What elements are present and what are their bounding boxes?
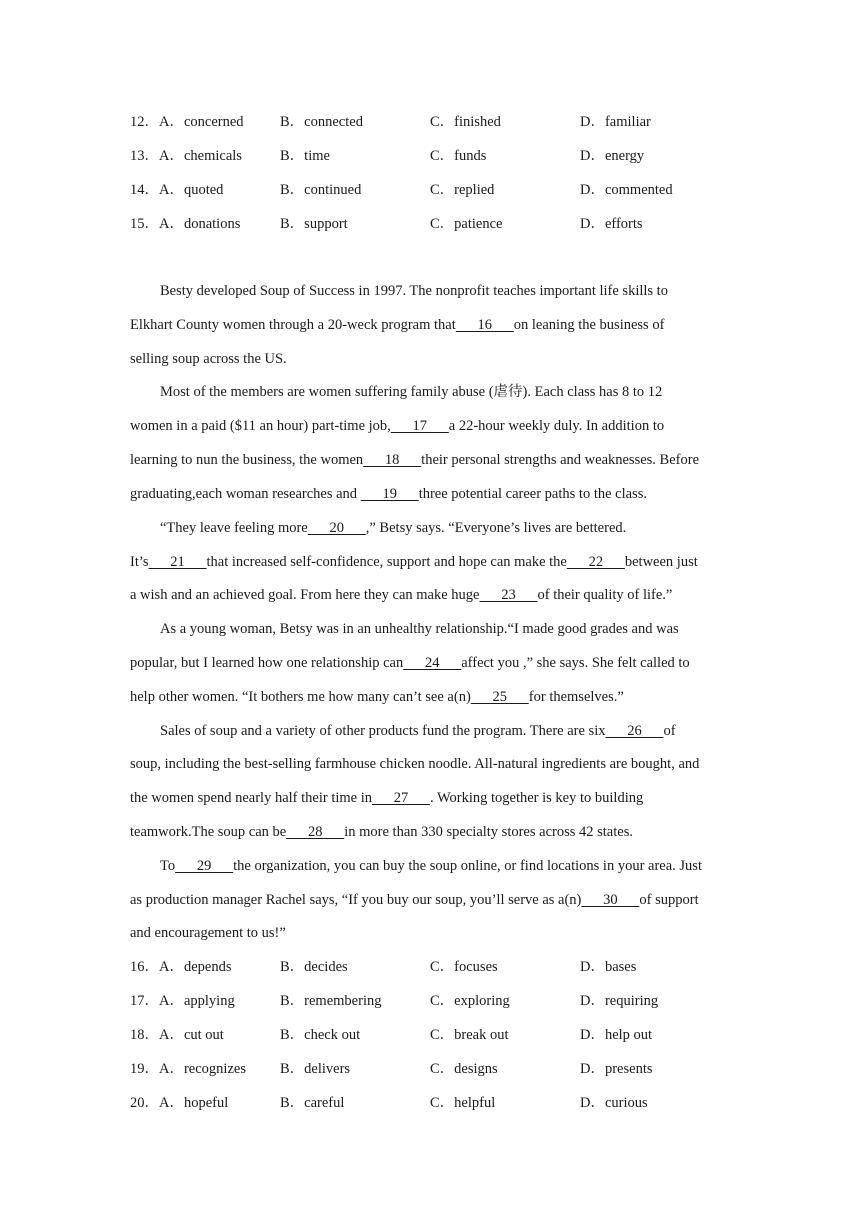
question-16-options [130, 955, 770, 979]
option-a: A．applying [159, 993, 235, 1009]
passage-text: Elkhart County women through a 20-weck program that [130, 317, 456, 333]
passage-line [130, 414, 664, 438]
question-number: 20． [130, 1095, 159, 1111]
question-17-options [130, 989, 770, 1013]
question-13-options [130, 144, 770, 168]
option-d: D．energy [580, 148, 645, 164]
passage-line [130, 820, 633, 844]
passage-line [160, 279, 668, 303]
passage-text: the organization, you can buy the soup online, or find locations in your area. Just [233, 858, 702, 874]
passage-text: affect you ,” she says. She felt called to [461, 655, 690, 671]
passage-text: of support [639, 892, 699, 908]
question-number: 19． [130, 1061, 159, 1077]
passage-line [130, 583, 672, 607]
question-18-options [130, 1023, 770, 1047]
option-a: A．depends [159, 959, 232, 975]
passage-line [130, 888, 699, 912]
blank-20: 20 [307, 520, 366, 536]
passage-line [130, 752, 699, 776]
option-b: B．check out [280, 1027, 361, 1043]
blank-17: 17 [390, 418, 449, 434]
passage-line [160, 617, 679, 641]
passage-text: teamwork.The soup can be [130, 824, 287, 840]
option-a: A．hopeful [159, 1095, 229, 1111]
option-a: A．cut out [159, 1027, 224, 1043]
passage-text: three potential career paths to the class. [418, 486, 647, 502]
passage-text: Most of the members are women suffering family abuse (虐待). Each class has 8 to 12 [160, 384, 663, 400]
option-d: D．presents [580, 1061, 653, 1077]
option-c: C．focuses [430, 959, 498, 975]
passage-text: popular, but I learned how one relationship can [130, 655, 404, 671]
question-12-options [130, 110, 770, 134]
passage-line [130, 448, 699, 472]
passage-text: . Working together is key to building [430, 790, 644, 806]
question-number: 12． [130, 114, 159, 130]
option-d: D．familiar [580, 114, 651, 130]
question-number: 15． [130, 216, 159, 232]
passage-text: of [663, 723, 676, 739]
blank-24: 24 [403, 655, 462, 671]
passage-text: help other women. “It bothers me how many can’t see a(n) [130, 689, 471, 705]
option-d: D．commented [580, 182, 673, 198]
blank-21: 21 [148, 554, 207, 570]
passage-line [130, 651, 690, 675]
passage-text: a 22-hour weekly duly. In addition to [448, 418, 665, 434]
option-b: B．support [280, 216, 348, 232]
option-a: A．recognizes [159, 1061, 246, 1077]
passage-line [130, 786, 643, 810]
blank-18: 18 [363, 452, 422, 468]
passage-text: It’s [130, 554, 149, 570]
passage-text: and encouragement to us!” [130, 925, 286, 941]
blank-19: 19 [360, 486, 419, 502]
option-b: B．remembering [280, 993, 382, 1009]
option-c: C．patience [430, 216, 503, 232]
passage-text: on leaning the business of [513, 317, 665, 333]
option-d: D．help out [580, 1027, 653, 1043]
option-d: D．requiring [580, 993, 659, 1009]
passage-text: in more than 330 specialty stores across 42 states. [344, 824, 633, 840]
question-15-options [130, 212, 770, 236]
blank-30: 30 [581, 892, 640, 908]
option-b: B．delivers [280, 1061, 351, 1077]
option-c: C．exploring [430, 993, 510, 1009]
option-c: C．replied [430, 182, 495, 198]
option-b: B．continued [280, 182, 362, 198]
option-a: A．donations [159, 216, 241, 232]
option-d: D．efforts [580, 216, 643, 232]
passage-text: learning to nun the business, the women [130, 452, 364, 468]
passage-line [130, 347, 287, 371]
question-number: 13． [130, 148, 159, 164]
option-b: B．decides [280, 959, 348, 975]
option-b: B．connected [280, 114, 363, 130]
passage-text: women in a paid ($11 an hour) part-time job, [130, 418, 391, 434]
passage-text: between just [624, 554, 698, 570]
option-a: A．quoted [159, 182, 224, 198]
passage-text: Sales of soup and a variety of other products fund the program. There are six [160, 723, 606, 739]
question-number: 16． [130, 959, 159, 975]
blank-28: 28 [286, 824, 345, 840]
blank-29: 29 [175, 858, 234, 874]
passage-line [160, 516, 626, 540]
blank-22: 22 [566, 554, 625, 570]
blank-26: 26 [605, 723, 664, 739]
option-b: B．time [280, 148, 330, 164]
passage-text: Besty developed Soup of Success in 1997. The nonprofit teaches important life skills to [160, 283, 668, 299]
passage-line [130, 550, 698, 574]
passage-line [130, 921, 286, 945]
passage-text: a wish and an achieved goal. From here they can make huge [130, 587, 480, 603]
passage-text: “They leave feeling more [160, 520, 308, 536]
blank-25: 25 [470, 689, 529, 705]
passage-line [130, 313, 664, 337]
passage-text: the women spend nearly half their time in [130, 790, 372, 806]
passage-line [160, 380, 662, 404]
option-c: C．finished [430, 114, 501, 130]
option-b: B．careful [280, 1095, 345, 1111]
option-c: C．funds [430, 148, 487, 164]
passage-text: for themselves.” [528, 689, 624, 705]
question-20-options [130, 1091, 770, 1115]
option-c: C．designs [430, 1061, 498, 1077]
question-number: 14． [130, 182, 159, 198]
passage-text: selling soup across the US. [130, 351, 287, 367]
passage-line [130, 482, 647, 506]
passage-text: graduating,each woman researches and [130, 486, 361, 502]
passage-line [160, 854, 702, 878]
option-d: D．curious [580, 1095, 648, 1111]
blank-23: 23 [479, 587, 538, 603]
passage-text: that increased self-confidence, support and hope can make the [206, 554, 567, 570]
passage-text: of their quality of life.” [537, 587, 673, 603]
question-19-options [130, 1057, 770, 1081]
passage-text: To [160, 858, 176, 874]
passage-text: ,” Betsy says. “Everyone’s lives are bettered. [365, 520, 627, 536]
passage-line [130, 685, 624, 709]
passage-text: soup, including the best-selling farmhouse chicken noodle. All-natural ingredients are bought, and [130, 756, 700, 772]
option-a: A．chemicals [159, 148, 242, 164]
passage-text: as production manager Rachel says, “If you buy our soup, you’ll serve as a(n) [130, 892, 582, 908]
question-number: 17． [130, 993, 159, 1009]
option-d: D．bases [580, 959, 637, 975]
blank-27: 27 [372, 790, 430, 806]
option-a: A．concerned [159, 114, 244, 130]
question-14-options [130, 178, 770, 202]
option-c: C．break out [430, 1027, 509, 1043]
option-c: C．helpful [430, 1095, 496, 1111]
passage-line [160, 719, 676, 743]
passage-text: their personal strengths and weaknesses. Before [421, 452, 700, 468]
blank-16: 16 [455, 317, 514, 333]
question-number: 18． [130, 1027, 159, 1043]
passage-text: As a young woman, Betsy was in an unhealthy relationship.“I made good grades and was [160, 621, 679, 637]
